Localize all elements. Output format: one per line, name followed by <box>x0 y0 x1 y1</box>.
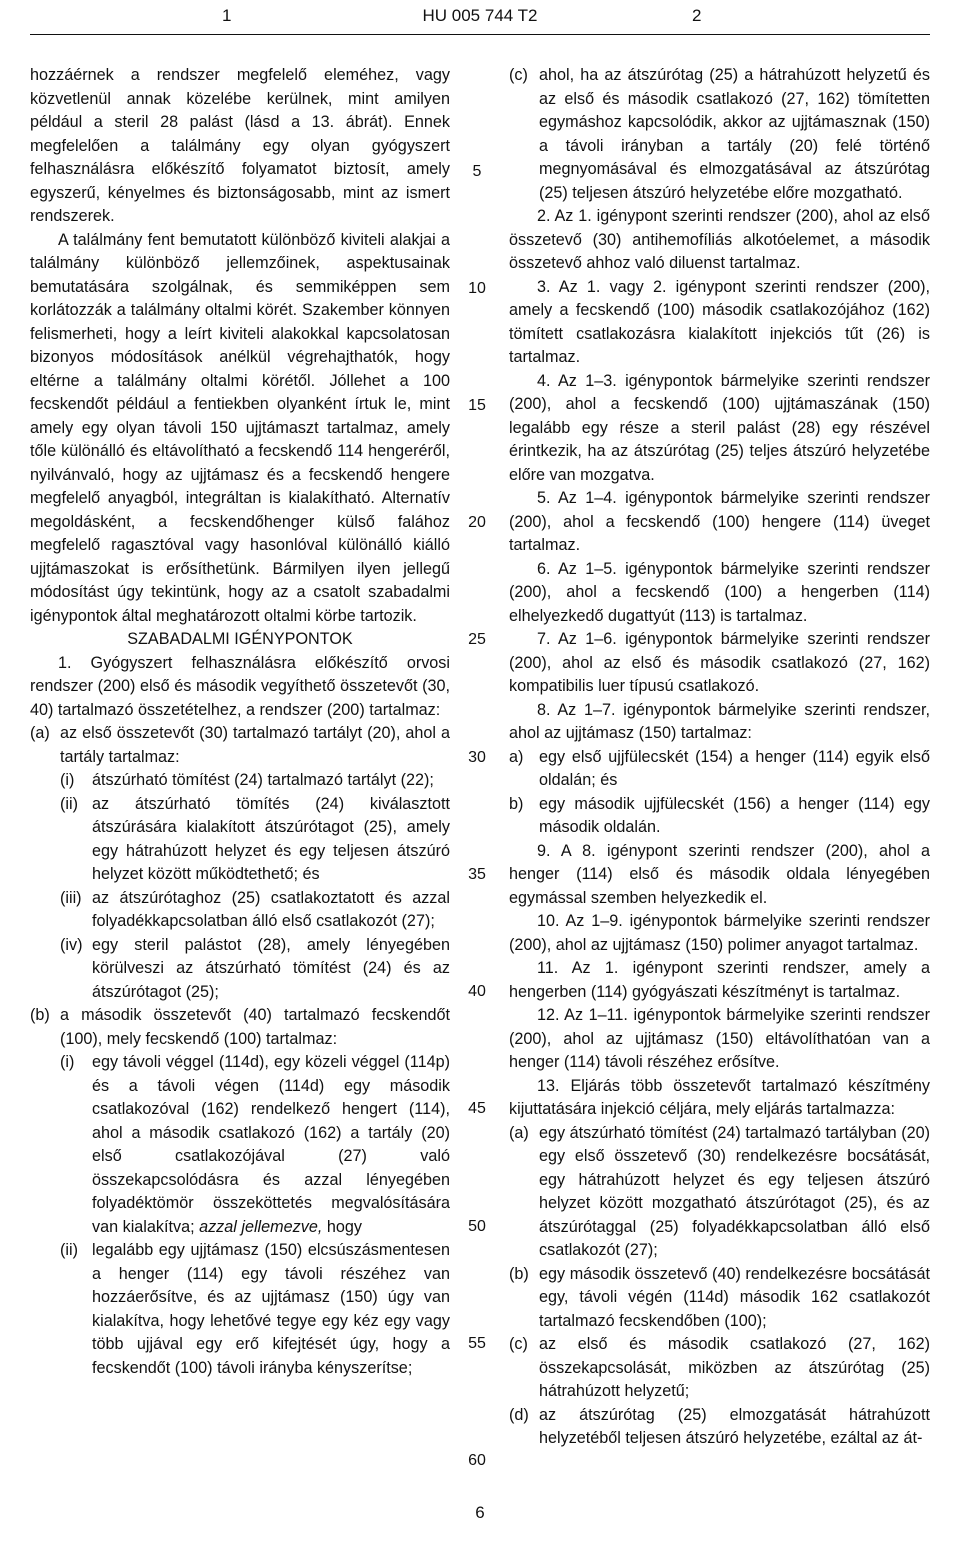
claim-subitem <box>60 1239 450 1380</box>
item-label: (i) <box>60 771 75 789</box>
line-number: 35 <box>468 866 486 883</box>
paragraph: hozzáérnek a rendszer megfelelő eleméhez, vagy közvetlenül annak közelébe kerülnek, mint amilyen például a steril 28 palást (lásd a 13. ábrát). Ennek megfelelően a találmány egy olyan gyógyszert felhasználásra előkészítő folyamatot biztosít, amely egyszerű, kényelmes és biztonságosabb, mint az ismert rendszerek. <box>30 66 450 225</box>
claim: 3. Az 1. vagy 2. igénypont szerinti rendszer (200), amely a fecskendő (100) második csatlakozójához (162) tömített csatlakozásra kialakított injekciós tűt (26) is tartalmaz. <box>509 277 930 366</box>
page-footer-number: 6 <box>475 1503 485 1522</box>
line-number: 10 <box>468 280 486 297</box>
item-label: (d) <box>509 1405 529 1424</box>
claim: 11. Az 1. igénypont szerinti rendszer, amely a hengerben (114) gyógyászati készítményt is tartalmaz. <box>509 959 930 1001</box>
claims-heading: SZABADALMI IGÉNYPONTOK <box>127 630 353 648</box>
line-number: 60 <box>468 1452 486 1469</box>
page-number-left: 1 <box>222 6 232 25</box>
claim-subitem <box>60 1051 450 1239</box>
claim: 13. Eljárás több összetevőt tartalmazó készítmény kijuttatására injekció céljára, mely eljárás tartalmazza: <box>509 1076 930 1118</box>
left-column <box>30 64 450 1380</box>
item-label: (b) <box>30 1006 50 1024</box>
claim: 5. Az 1–4. igénypontok bármelyike szerinti rendszer (200), ahol a fecskendő (100) hengere (114) üveget tartalmaz. <box>509 489 930 554</box>
claim: 12. Az 1–11. igénypontok bármelyike szerinti rendszer (200), ahol az ujjtámasz (150) eltávolíthatóan van a henger (114) távoli részéhez erősítve. <box>509 1006 930 1071</box>
item-label: (ii) <box>60 1241 78 1259</box>
characterizing-phrase: azzal jellemezve, <box>199 1217 323 1236</box>
item-label: (ii) <box>60 794 78 813</box>
item-label: (a) <box>30 724 50 742</box>
claim-item <box>509 1263 930 1334</box>
item-text: ahol, ha az átszúrótag (25) a hátrahúzott helyzetű és az első és második csatlakozó (27, 162) tömítetten egymáshoz kapcsolódik, akkor az ujjtámasznak (150) a távoli irányban a tartály (20) felé történő megnyomásával és elmozgatásával az átszúrótag (25) teljesen átszúró helyzetébe előre mozgatható. <box>539 66 930 202</box>
claim: 4. Az 1–3. igénypontok bármelyike szerinti rendszer (200), ahol a fecskendő (100) ujjtámaszának (150) legalább egy része a steril palást (28) egy részével érintkezik, ha az átszúrótag (25) teljes átszúró helyzetébe előre van mozgatva. <box>509 371 930 484</box>
claim-item <box>509 746 930 793</box>
item-text: egy steril palástot (28), amely lényegében körülveszi az átszúrható tömítést (24) és az átszúrótagot (25); <box>92 935 450 1001</box>
line-number: 45 <box>468 1100 486 1117</box>
line-number: 50 <box>468 1218 486 1235</box>
item-text: egy átszúrható tömítést (24) tartalmazó tartályban (20) egy első összetevő (30) rendelkezésre bocsátását, egy hátrahúzott helyzet és egy teljesen átszúró helyzet között mozgatható átszúrótagot (25), és az átszúrótaggal (25) folyadékkapcsolatban álló első csatlakozót (27); <box>539 1123 930 1259</box>
item-text: egy második összetevő (40) rendelkezésre bocsátását egy, távoli végén (114d) második 162 csatlakozót tartalmazó fecskendőben (100); <box>539 1264 930 1330</box>
paragraph: A találmány fent bemutatott különböző kiviteli alakjai a találmány különböző jellemzőinek, aspektusainak bemutatására szolgálnak, és semmiképpen sem korlátozzák a találmány oltalmi körét. Szakember könnyen felismerheti, hogy a leírt kiviteli alakokkal kapcsolatosan bizonyos módosítások anélkül végrehajthatók, hogy eltérne a találmány oltalmi körétől. Jóllehet a 100 fecskendőt például a fentiekben olyanként írtuk le, mint amely egy olyan távoli 150 ujjtámaszt tartalmaz, amely tőle különálló és eltávolítható a fecskendő 114 hengeréről, nyilvánvaló, hogy az ujjtámasz és a fecskendő hengere megfelelő anyagból, integráltan is kialakítható. Alternatív megoldásként, a fecskendőhenger külső falához megfelelő ragasztóval vagy hasonlóval különálló kiálló ujjtámaszokat is erősíthetünk. Bármilyen ilyen jellegű módosítást úgy tekintünk, hogy az a csatolt szabadalmi igénypontok által meghatározott oltalmi körbe tartozik. <box>30 230 450 625</box>
item-label: (c) <box>509 66 528 84</box>
item-text: egy második ujjfülecskét (156) a henger (114) egy második oldalán. <box>539 794 930 836</box>
claim: 8. Az 1–7. igénypontok bármelyike szerinti rendszer, ahol az ujjtámasz (150) tartalmaz: <box>509 700 930 742</box>
line-number: 15 <box>468 397 486 414</box>
item-text: egy első ujjfülecskét (154) a henger (114) egyik első oldalán; és <box>539 747 930 789</box>
line-number: 20 <box>468 514 486 531</box>
claim: 6. Az 1–5. igénypontok bármelyike szerinti rendszer (200), ahol a fecskendő (100) a hengerben (114) elhelyezkedő dugattyút (113) is tartalmaz. <box>509 559 930 625</box>
claim-item <box>509 1122 930 1263</box>
header-rule <box>30 34 930 35</box>
line-number: 30 <box>468 749 486 766</box>
claim-item <box>509 1333 930 1404</box>
page-number-right: 2 <box>692 6 702 25</box>
claim-1-intro: 1. Gyógyszert felhasználásra előkészítő orvosi rendszer (200) első és második vegyíthető összetevőt (30, 40) tartalmazó összetételhez, a rendszer (200) tartalmaz: <box>30 653 450 719</box>
item-label: (c) <box>509 1335 528 1353</box>
line-number: 25 <box>468 631 486 648</box>
document-id: HU 005 744 T2 <box>422 6 538 25</box>
item-text: egy távoli véggel (114d), egy közeli véggel (114p) és a távoli végen (114d) egy második csatlakozóval (162) rendelkező hengert (114), ahol a második csatlakozó (162) a tartály (20) első csatlakozójával (27) való összekapcsolódásra és azzal lényegében folyadéktömör összeköttetés megvalósítására van kialakítva; azzal jellemezve, hogy <box>92 1053 450 1236</box>
claim: 10. Az 1–9. igénypontok bármelyike szerinti rendszer (200), ahol az ujjtámasz (150) polimer anyagot tartalmaz. <box>509 912 930 954</box>
item-label: (a) <box>509 1123 529 1142</box>
claim-subitem <box>60 793 450 887</box>
line-number: 40 <box>468 983 486 1000</box>
line-number: 5 <box>472 163 482 180</box>
item-text: az átszúrótaghoz (25) csatlakoztatott és azzal folyadékkapcsolatban álló első csatlakozót (27); <box>92 888 450 930</box>
item-text: átszúrható tömítést (24) tartalmazó tartályt (22); <box>92 771 434 789</box>
item-text: a második összetevőt (40) tartalmazó fecskendőt (100), mely fecskendő (100) tartalmaz: <box>60 1006 450 1048</box>
item-text: legalább egy ujjtámasz (150) elcsúszásmentesen a henger (114) egy távoli részéhez van hozzáerősítve, és az ujjtámasz (150) úgy van kialakítva, hogy lehetővé tegye egy kéz egy vagy több ujjával egy erő kifejtését úgy, hogy a fecskendőt (100) távoli irányba kényszerítse; <box>92 1241 450 1377</box>
claim-item <box>30 722 450 769</box>
claim-subitem <box>60 769 450 793</box>
claim: 7. Az 1–6. igénypontok bármelyike szerinti rendszer (200), ahol az első és második csatlakozó (27, 162) kompatibilis luer típusú csatlakozó. <box>509 630 930 695</box>
item-label: (iv) <box>60 935 83 954</box>
claim: 9. A 8. igénypont szerinti rendszer (200), ahol a henger (114) első és második oldala lényegében egymással szemben helyezkedik el. <box>509 841 930 907</box>
item-label: (iii) <box>60 888 82 907</box>
item-text: az első összetevőt (30) tartalmazó tartályt (20), ahol a tartály tartalmaz: <box>60 724 450 766</box>
item-label: (b) <box>509 1264 529 1283</box>
claim-item <box>509 1404 930 1451</box>
claim-item <box>509 64 930 205</box>
claim-item <box>30 1004 450 1051</box>
right-column <box>509 64 930 1451</box>
claim-item <box>509 793 930 840</box>
item-text: az első és második csatlakozó (27, 162) összekapcsolását, miközben az átszúrótag (25) hátrahúzott helyzetű; <box>539 1335 930 1400</box>
claim-subitem <box>60 934 450 1005</box>
item-text: az átszúrótag (25) elmozgatását hátrahúzott helyzetéből teljesen átszúró helyzetébe, ezáltal az át- <box>539 1405 930 1447</box>
claim: 2. Az 1. igénypont szerinti rendszer (200), ahol az első összetevő (30) antihemofíliás alkotóelemet, a második összetevő ahhoz való diluenst tartalmaz. <box>509 207 930 272</box>
claim-subitem <box>60 887 450 934</box>
item-label: b) <box>509 794 524 813</box>
line-number: 55 <box>468 1335 486 1352</box>
item-text: az átszúrható tömítés (24) kiválasztott átszúrására kialakított átszúrótagot (25), amely egy hátrahúzott helyzet és egy teljesen átszúró helyzet között működtethető; és <box>92 794 450 883</box>
item-label: (i) <box>60 1053 75 1071</box>
item-label: a) <box>509 747 524 766</box>
